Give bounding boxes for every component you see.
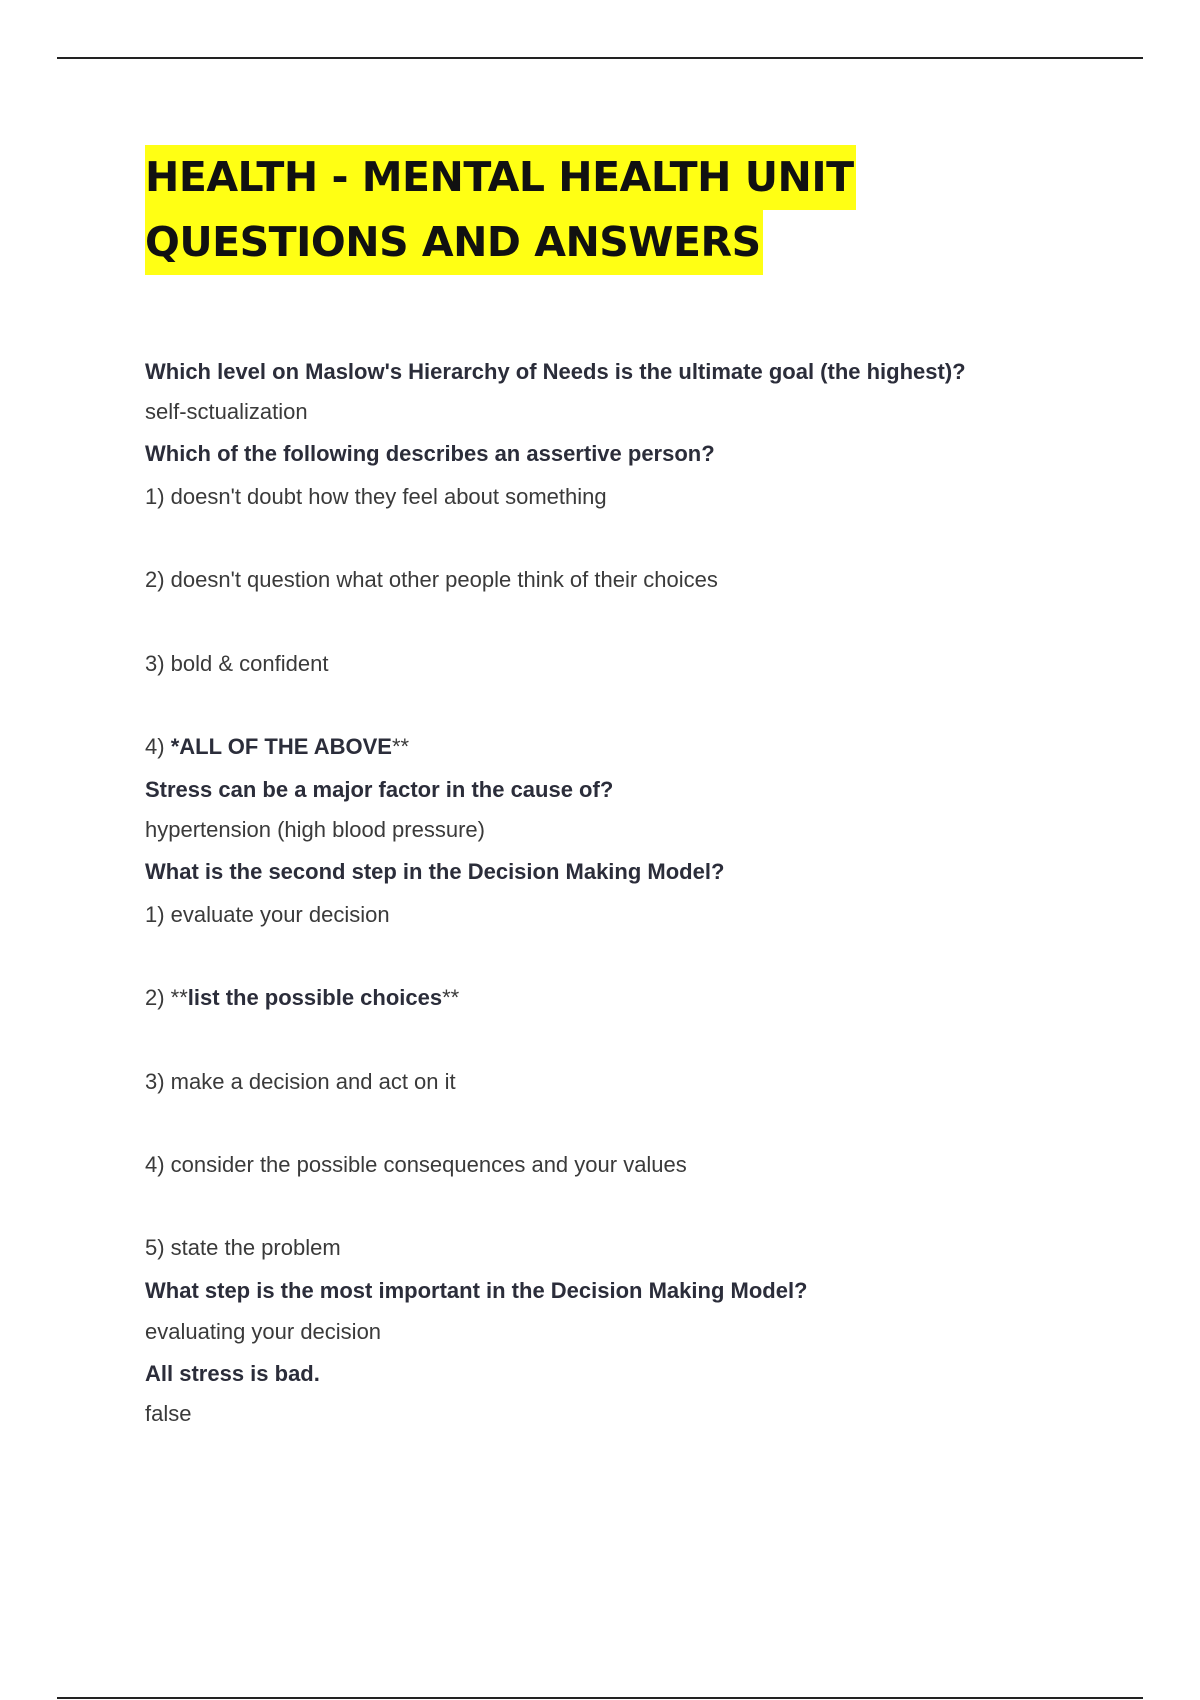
option-2-bold: list the possible choices — [187, 985, 443, 1010]
option-4-bold: *ALL OF THE ABOVE — [170, 734, 392, 759]
title-line-1: HEALTH - MENTAL HEALTH UNIT — [145, 145, 856, 210]
document-title — [145, 145, 1045, 275]
question-2: Which of the following describes an assertive person? — [145, 441, 715, 466]
answer-4-option-4: 4) consider the possible consequences and your values — [145, 1152, 687, 1177]
answer-6: false — [145, 1401, 192, 1426]
option-2-prefix: 2) ** — [145, 985, 188, 1010]
answer-4-option-1: 1) evaluate your decision — [145, 902, 390, 927]
top-rule — [57, 57, 1143, 59]
option-2-suffix: ** — [442, 985, 460, 1010]
option-4-suffix: ** — [391, 734, 410, 759]
answer-3: hypertension (high blood pressure) — [145, 817, 485, 842]
answer-4-option-3: 3) make a decision and act on it — [145, 1069, 456, 1094]
answer-4-option-5: 5) state the problem — [145, 1235, 341, 1260]
question-3: Stress can be a major factor in the cause of? — [145, 777, 614, 802]
answer-2-option-2: 2) doesn't question what other people think of their choices — [145, 567, 718, 592]
answer-5: evaluating your decision — [145, 1319, 382, 1344]
title-line-2: QUESTIONS AND ANSWERS — [145, 210, 763, 275]
question-5: What step is the most important in the Decision Making Model? — [145, 1278, 808, 1303]
question-4: What is the second step in the Decision Making Model? — [145, 859, 725, 884]
answer-4-option-2 — [145, 984, 1145, 1012]
bottom-rule — [57, 1697, 1143, 1699]
answer-2-option-4 — [145, 733, 1145, 761]
question-1: Which level on Maslow's Hierarchy of Needs is the ultimate goal (the highest)? — [145, 359, 966, 384]
option-4-prefix: 4) — [145, 734, 171, 759]
question-6: All stress is bad. — [145, 1361, 320, 1386]
answer-2-option-3: 3) bold & confident — [145, 651, 329, 676]
answer-2-option-1: 1) doesn't doubt how they feel about something — [145, 484, 607, 509]
answer-1: self-sctualization — [145, 399, 308, 424]
